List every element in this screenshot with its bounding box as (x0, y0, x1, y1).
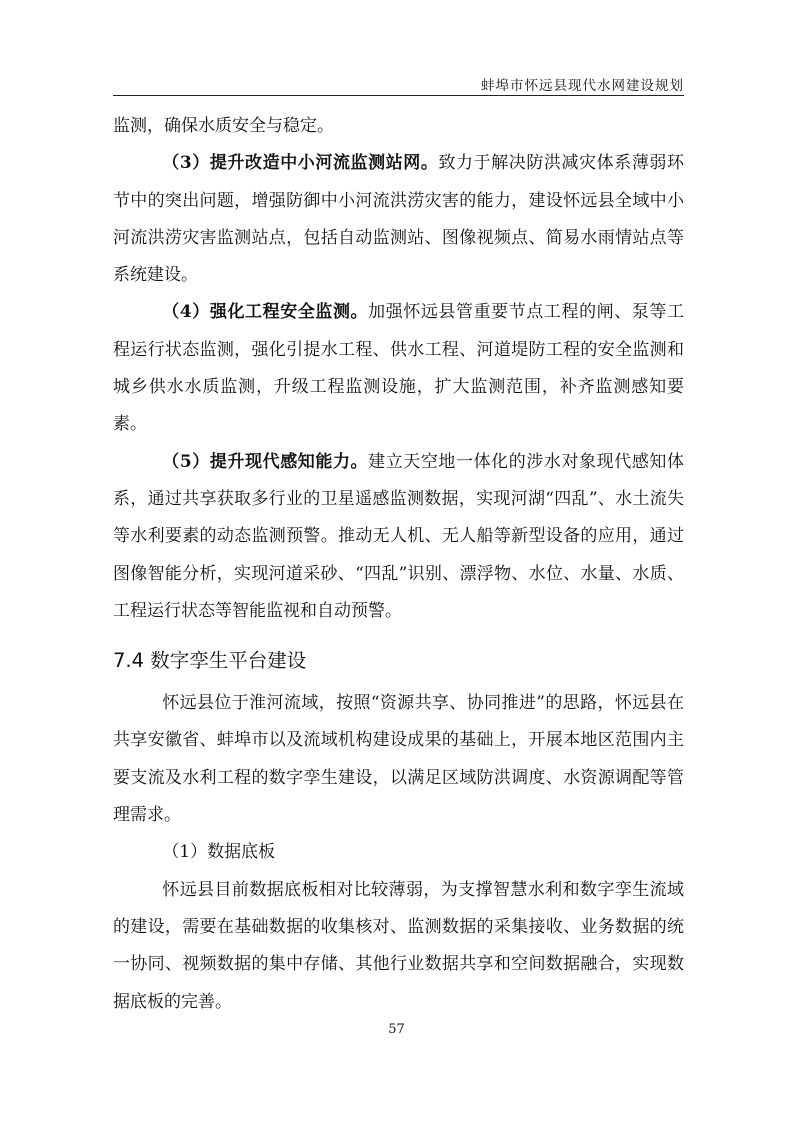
paragraph-river-monitoring (113, 145, 684, 294)
paragraph-text: 加强怀远县管重要节点工程的闸、泵等工程运行状态监测，强化引提水工程、供水工程、河道堤防工程的安全监测和城乡供水水质监测，升级工程监测设施，扩大监测范围，补齐监测感知要素。 (113, 302, 685, 435)
section-heading: 7.4 数字孪生平台建设 (113, 649, 307, 673)
running-header: 蚌埠市怀远县现代水网建设规划 (481, 78, 684, 94)
header-divider (113, 95, 684, 96)
paragraph-heading: （5）提升现代感知能力。 (162, 451, 369, 472)
paragraph-text: 致力于解决防洪减灾体系薄弱环节中的突出问题，增强防御中小河流洪涝灾害的能力，建设怀远县全域中小河流洪涝灾害监测站点，包括自动监测站、图像视频点、简易水雨情站点等系统建设。 (113, 153, 685, 286)
paragraph-engineering-safety (113, 294, 684, 443)
page-number: 57 (388, 1022, 405, 1037)
paragraph-heading: （3）提升改造中小河流监测站网。 (162, 153, 439, 174)
paragraph-modern-sensing (113, 444, 684, 630)
section-intro-paragraph: 怀远县位于淮河流域，按照“资源共享、协同推进”的思路，怀远县在共享安徽省、蚌埠市以及流域机构建设成果的基础上，开展本地区范围内主要支流及水利工程的数字孪生建设，以满足区域防洪调度、水资源调配等管理需求。 (113, 693, 684, 826)
page-body (113, 108, 684, 1021)
paragraph-continuation: 监测，确保水质安全与稳定。 (113, 116, 334, 136)
subsection-paragraph: 怀远县目前数据底板相对比较薄弱，为支撑智慧水利和数字孪生流域的建设，需要在基础数据的收集核对、监测数据的采集接收、业务数据的统一协同、视频数据的集中存储、其他行业数据共享和空间数据融合，实现数据底板的完善。 (113, 879, 684, 1012)
paragraph-heading: （4）强化工程安全监测。 (162, 302, 369, 323)
subsection-heading: （1）数据底板 (162, 842, 276, 863)
paragraph-text: 建立天空地一体化的涉水对象现代感知体系，通过共享获取多行业的卫星遥感监测数据，实现河湖“四乱”、水土流失等水利要素的动态监测预警。推动无人机、无人船等新型设备的应用，通过图像智能分析，实现河道采砂、“四乱”识别、漂浮物、水位、水量、水质、工程运行状态等智能监视和自动预警。 (113, 451, 685, 621)
